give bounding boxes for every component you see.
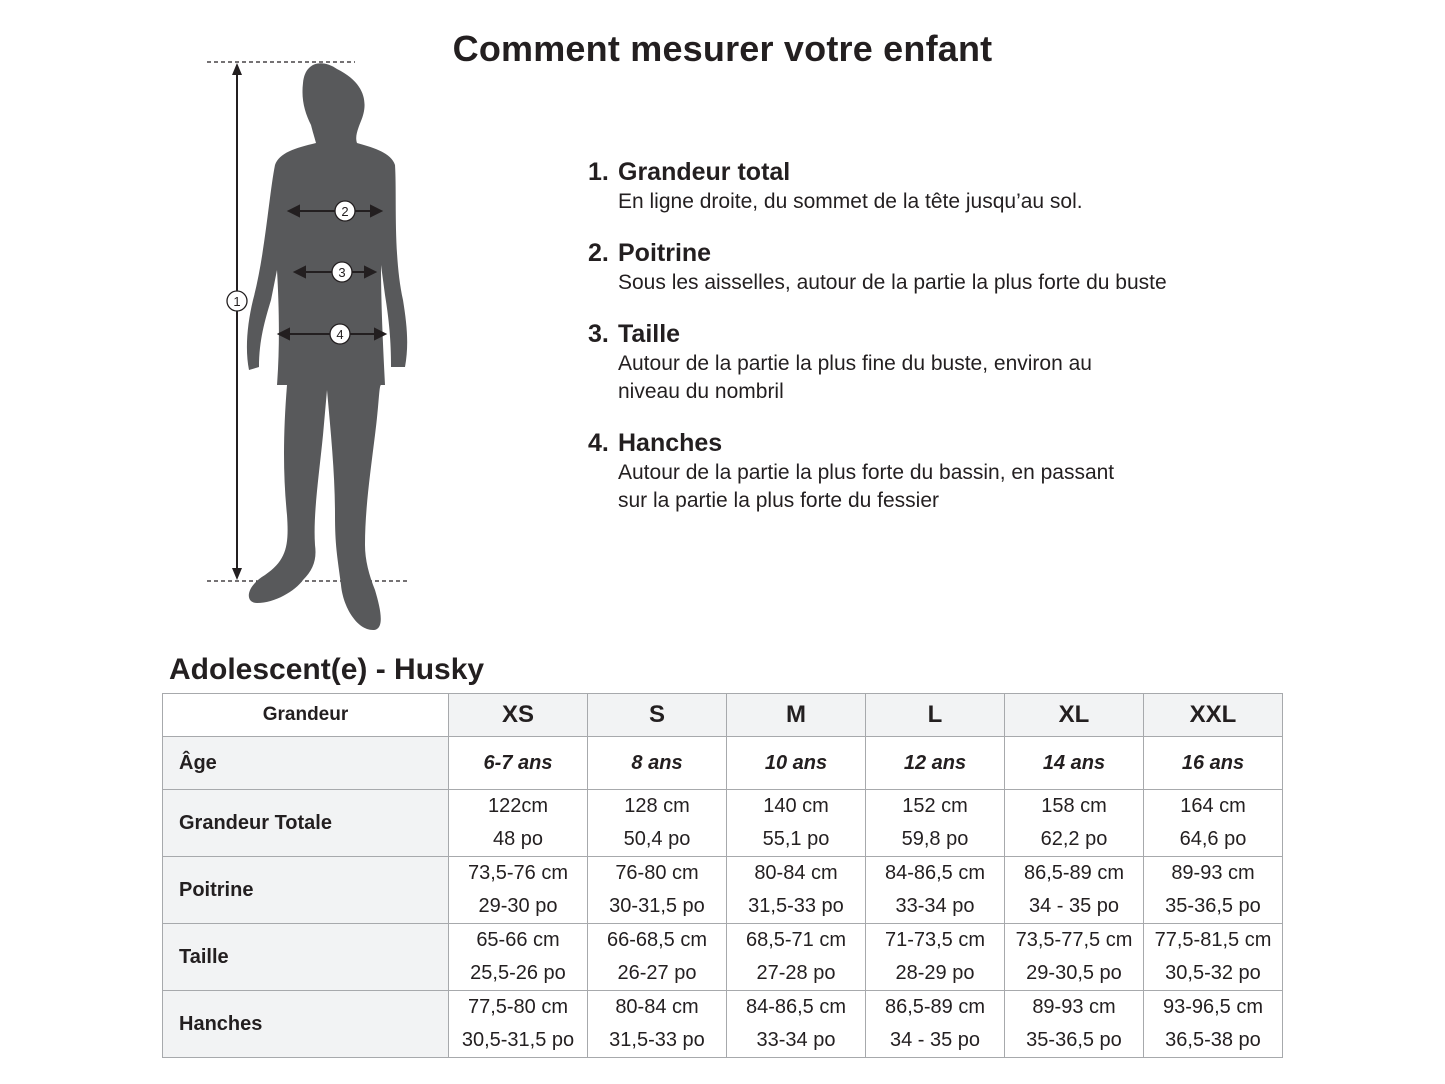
value-cell: 80-84 cm 31,5-33 po (588, 991, 727, 1058)
marker-4 (330, 324, 350, 344)
age-cell: 16 ans (1144, 737, 1283, 790)
measurement-instructions (588, 156, 1288, 536)
svg-text:3: 3 (338, 265, 346, 280)
value-cell: 68,5-71 cm 27-28 po (727, 924, 866, 991)
instruction-2: 2. Poitrine Sous les aisselles, autour de la partie la plus forte du buste (588, 237, 1288, 297)
value-cell: 71-73,5 cm 28-29 po (866, 924, 1005, 991)
value-cell: 140 cm 55,1 po (727, 790, 866, 857)
header-label: Grandeur (163, 694, 449, 737)
marker-1 (227, 291, 247, 311)
value-cell: 93-96,5 cm 36,5-38 po (1144, 991, 1283, 1058)
instruction-3: 3. Taille Autour de la partie la plus fine du buste, environ au niveau du nombril (588, 318, 1288, 406)
instruction-description: En ligne droite, du sommet de la tête jusqu’au sol. (618, 190, 1083, 213)
table-row (163, 790, 1283, 857)
size-header: XL (1005, 694, 1144, 737)
value-cell: 84-86,5 cm 33-34 po (727, 991, 866, 1058)
instruction-heading: Hanches (618, 429, 723, 457)
instruction-heading: Grandeur total (618, 158, 791, 186)
value-cell: 89-93 cm 35-36,5 po (1005, 991, 1144, 1058)
table-row (163, 857, 1283, 924)
value-cell: 73,5-77,5 cm 29-30,5 po (1005, 924, 1144, 991)
svg-text:2: 2 (341, 204, 349, 219)
size-header: S (588, 694, 727, 737)
size-table-title: Adolescent(e) - Husky (169, 653, 485, 686)
instruction-1: 1. Grandeur total En ligne droite, du sommet de la tête jusqu’au sol. (588, 156, 1288, 216)
size-header: XXL (1144, 694, 1283, 737)
size-chart-table (162, 693, 1283, 1058)
row-label: Grandeur Totale (163, 790, 449, 857)
table-row (163, 924, 1283, 991)
value-cell: 77,5-81,5 cm 30,5-32 po (1144, 924, 1283, 991)
table-header-row (163, 694, 1283, 737)
instruction-heading: Poitrine (618, 239, 712, 267)
value-cell: 84-86,5 cm 33-34 po (866, 857, 1005, 924)
size-header: L (866, 694, 1005, 737)
row-label: Hanches (163, 991, 449, 1058)
row-label: Âge (163, 737, 449, 790)
age-cell: 10 ans (727, 737, 866, 790)
value-cell: 65-66 cm 25,5-26 po (449, 924, 588, 991)
instruction-description: Sous les aisselles, autour de la partie la plus forte du buste (618, 271, 1167, 294)
value-cell: 158 cm 62,2 po (1005, 790, 1144, 857)
age-cell: 8 ans (588, 737, 727, 790)
table-row (163, 991, 1283, 1058)
value-cell: 86,5-89 cm 34 - 35 po (1005, 857, 1144, 924)
value-cell: 89-93 cm 35-36,5 po (1144, 857, 1283, 924)
age-cell: 6-7 ans (449, 737, 588, 790)
page-title: Comment mesurer votre enfant (452, 28, 993, 69)
value-cell: 66-68,5 cm 26-27 po (588, 924, 727, 991)
child-silhouette-figure (195, 55, 425, 640)
value-cell: 122cm 48 po (449, 790, 588, 857)
value-cell: 80-84 cm 31,5-33 po (727, 857, 866, 924)
table-row-age (163, 737, 1283, 790)
row-label: Poitrine (163, 857, 449, 924)
svg-text:4: 4 (336, 327, 344, 342)
instruction-heading: Taille (618, 320, 681, 348)
value-cell: 77,5-80 cm 30,5-31,5 po (449, 991, 588, 1058)
age-cell: 14 ans (1005, 737, 1144, 790)
svg-text:1: 1 (233, 294, 241, 309)
marker-3 (332, 262, 352, 282)
marker-2 (335, 201, 355, 221)
size-header: XS (449, 694, 588, 737)
value-cell: 152 cm 59,8 po (866, 790, 1005, 857)
value-cell: 128 cm 50,4 po (588, 790, 727, 857)
instruction-4: 4. Hanches Autour de la partie la plus forte du bassin, en passant sur la partie la plus forte du fessier (588, 427, 1288, 515)
row-label: Taille (163, 924, 449, 991)
value-cell: 86,5-89 cm 34 - 35 po (866, 991, 1005, 1058)
age-cell: 12 ans (866, 737, 1005, 790)
value-cell: 76-80 cm 30-31,5 po (588, 857, 727, 924)
size-header: M (727, 694, 866, 737)
value-cell: 73,5-76 cm 29-30 po (449, 857, 588, 924)
instruction-description: Autour de la partie la plus forte du bassin, en passant sur la partie la plus forte du fessier (618, 461, 1115, 512)
value-cell: 164 cm 64,6 po (1144, 790, 1283, 857)
instruction-description: Autour de la partie la plus fine du buste, environ au niveau du nombril (618, 352, 1092, 403)
